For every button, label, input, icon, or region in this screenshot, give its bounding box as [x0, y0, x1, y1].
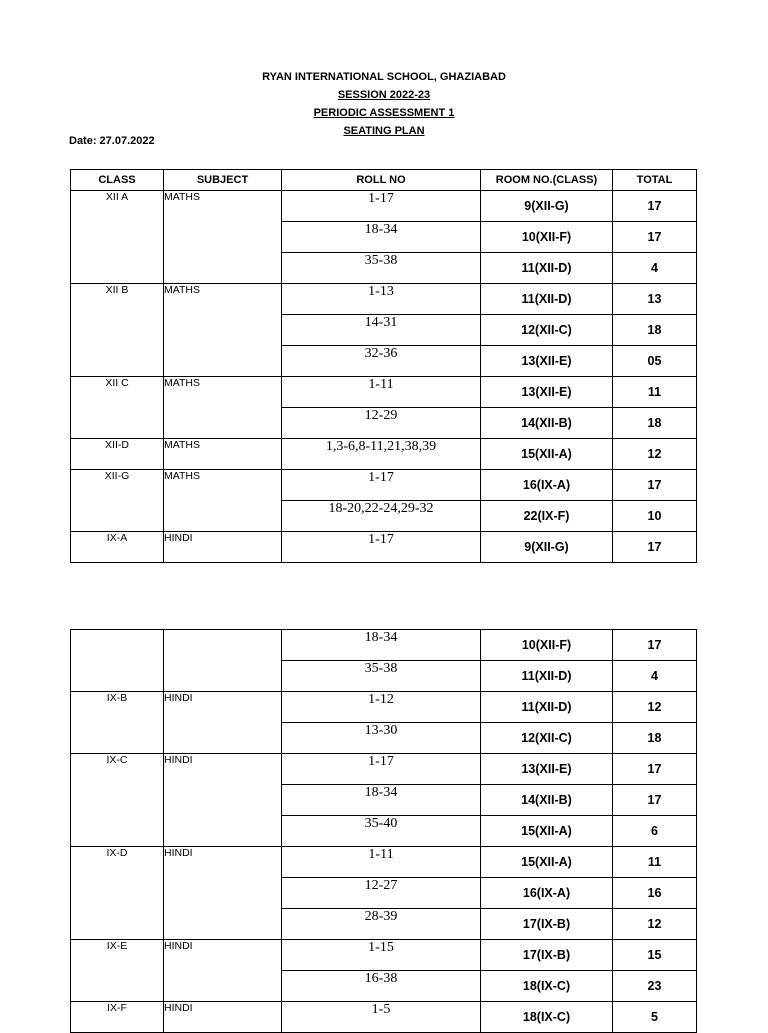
- roll-no-cell: 1-5: [282, 1002, 481, 1033]
- roll-no-cell: 18-20,22-24,29-32: [282, 501, 481, 532]
- roll-no-cell: 1-17: [282, 754, 481, 785]
- room-cell: 22(IX-F): [481, 501, 613, 532]
- roll-no-cell: 18-34: [282, 630, 481, 661]
- total-cell: 17: [613, 191, 697, 222]
- table-body: [71, 191, 697, 563]
- subject-cell: HINDI: [164, 1002, 282, 1033]
- room-cell: 14(XII-B): [481, 408, 613, 439]
- total-cell: 13: [613, 284, 697, 315]
- table-row: [71, 284, 697, 315]
- room-cell: 14(XII-B): [481, 785, 613, 816]
- total-cell: 17: [613, 470, 697, 501]
- subject-cell: HINDI: [164, 847, 282, 940]
- total-cell: 11: [613, 847, 697, 878]
- room-cell: 16(IX-A): [481, 470, 613, 501]
- session-title: SESSION 2022-23: [337, 89, 431, 101]
- room-cell: 9(XII-G): [481, 532, 613, 563]
- class-cell: IX-A: [71, 532, 164, 563]
- total-cell: 18: [613, 408, 697, 439]
- class-cell: XII-G: [71, 470, 164, 532]
- room-cell: 17(IX-B): [481, 940, 613, 971]
- roll-no-cell: 1-11: [282, 377, 481, 408]
- total-cell: 17: [613, 785, 697, 816]
- date-label: Date: 27.07.2022: [69, 135, 155, 147]
- total-cell: 4: [613, 661, 697, 692]
- roll-no-cell: 1-17: [282, 470, 481, 501]
- class-cell: IX-E: [71, 940, 164, 1002]
- total-cell: 12: [613, 439, 697, 470]
- school-name: RYAN INTERNATIONAL SCHOOL, GHAZIABAD: [262, 71, 506, 83]
- room-cell: 11(XII-D): [481, 661, 613, 692]
- total-cell: 17: [613, 630, 697, 661]
- room-cell: 12(XII-C): [481, 723, 613, 754]
- class-cell: XII-D: [71, 439, 164, 470]
- room-cell: 18(IX-C): [481, 1002, 613, 1033]
- room-cell: 9(XII-G): [481, 191, 613, 222]
- document-header: [0, 68, 768, 140]
- room-cell: 13(XII-E): [481, 346, 613, 377]
- total-cell: 18: [613, 723, 697, 754]
- total-cell: 5: [613, 1002, 697, 1033]
- roll-no-cell: 12-27: [282, 878, 481, 909]
- subject-cell: HINDI: [164, 692, 282, 754]
- total-cell: 17: [613, 754, 697, 785]
- subject-cell: MATHS: [164, 439, 282, 470]
- total-cell: 05: [613, 346, 697, 377]
- subject-cell: [164, 630, 282, 692]
- column-header-class: CLASS: [71, 170, 164, 191]
- class-cell: IX-B: [71, 692, 164, 754]
- table-body: [71, 630, 697, 1033]
- subject-cell: HINDI: [164, 754, 282, 847]
- room-cell: 10(XII-F): [481, 630, 613, 661]
- total-cell: 15: [613, 940, 697, 971]
- subject-cell: MATHS: [164, 470, 282, 532]
- total-cell: 16: [613, 878, 697, 909]
- room-cell: 13(XII-E): [481, 754, 613, 785]
- room-cell: 15(XII-A): [481, 439, 613, 470]
- roll-no-cell: 28-39: [282, 909, 481, 940]
- seating-table: [70, 169, 697, 563]
- room-cell: 17(IX-B): [481, 909, 613, 940]
- roll-no-cell: 13-30: [282, 723, 481, 754]
- roll-no-cell: 18-34: [282, 785, 481, 816]
- total-cell: 12: [613, 909, 697, 940]
- room-cell: 11(XII-D): [481, 253, 613, 284]
- roll-no-cell: 1-11: [282, 847, 481, 878]
- room-cell: 13(XII-E): [481, 377, 613, 408]
- table-row: [71, 191, 697, 222]
- roll-no-cell: 1-17: [282, 532, 481, 563]
- seating-table-continued: [70, 629, 697, 1033]
- subject-cell: HINDI: [164, 532, 282, 563]
- table-row: [71, 377, 697, 408]
- total-cell: 18: [613, 315, 697, 346]
- room-cell: 18(IX-C): [481, 971, 613, 1002]
- table-row: [71, 470, 697, 501]
- roll-no-cell: 35-38: [282, 661, 481, 692]
- column-header-room-no: ROOM NO.(CLASS): [481, 170, 613, 191]
- class-cell: IX-C: [71, 754, 164, 847]
- roll-no-cell: 35-38: [282, 253, 481, 284]
- table-row: [71, 630, 697, 661]
- total-cell: 17: [613, 532, 697, 563]
- class-cell: IX-D: [71, 847, 164, 940]
- seating-plan-title: SEATING PLAN: [343, 125, 425, 137]
- subject-cell: MATHS: [164, 377, 282, 439]
- class-cell: [71, 630, 164, 692]
- roll-no-cell: 35-40: [282, 816, 481, 847]
- class-cell: XII B: [71, 284, 164, 377]
- room-cell: 11(XII-D): [481, 692, 613, 723]
- roll-no-cell: 12-29: [282, 408, 481, 439]
- room-cell: 15(XII-A): [481, 816, 613, 847]
- total-cell: 12: [613, 692, 697, 723]
- total-cell: 6: [613, 816, 697, 847]
- total-cell: 4: [613, 253, 697, 284]
- room-cell: 11(XII-D): [481, 284, 613, 315]
- roll-no-cell: 1-17: [282, 191, 481, 222]
- table-row: [71, 847, 697, 878]
- table-row: [71, 754, 697, 785]
- table-header-row: [71, 170, 697, 191]
- room-cell: 10(XII-F): [481, 222, 613, 253]
- class-cell: XII A: [71, 191, 164, 284]
- column-header-total: TOTAL: [613, 170, 697, 191]
- subject-cell: MATHS: [164, 284, 282, 377]
- room-cell: 12(XII-C): [481, 315, 613, 346]
- table-row: [71, 692, 697, 723]
- roll-no-cell: 16-38: [282, 971, 481, 1002]
- total-cell: 23: [613, 971, 697, 1002]
- room-cell: 15(XII-A): [481, 847, 613, 878]
- roll-no-cell: 1-13: [282, 284, 481, 315]
- subject-cell: MATHS: [164, 191, 282, 284]
- roll-no-cell: 1,3-6,8-11,21,38,39: [282, 439, 481, 470]
- subject-cell: HINDI: [164, 940, 282, 1002]
- total-cell: 17: [613, 222, 697, 253]
- table-row: [71, 940, 697, 971]
- room-cell: 16(IX-A): [481, 878, 613, 909]
- assessment-title: PERIODIC ASSESSMENT 1: [313, 107, 455, 119]
- table-row: [71, 1002, 697, 1033]
- roll-no-cell: 1-12: [282, 692, 481, 723]
- table-row: [71, 439, 697, 470]
- roll-no-cell: 18-34: [282, 222, 481, 253]
- column-header-subject: SUBJECT: [164, 170, 282, 191]
- table-row: [71, 532, 697, 563]
- class-cell: IX-F: [71, 1002, 164, 1033]
- column-header-roll-no: ROLL NO: [282, 170, 481, 191]
- roll-no-cell: 14-31: [282, 315, 481, 346]
- total-cell: 11: [613, 377, 697, 408]
- class-cell: XII C: [71, 377, 164, 439]
- total-cell: 10: [613, 501, 697, 532]
- roll-no-cell: 32-36: [282, 346, 481, 377]
- roll-no-cell: 1-15: [282, 940, 481, 971]
